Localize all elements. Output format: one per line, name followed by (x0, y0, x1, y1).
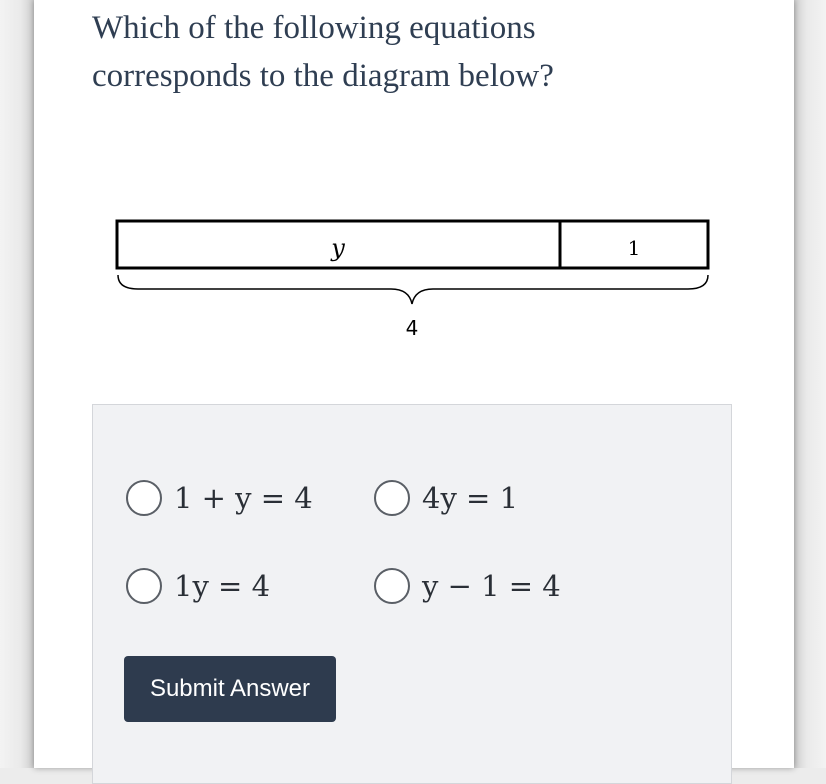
radio-button[interactable] (126, 480, 162, 516)
radio-button[interactable] (126, 568, 162, 604)
option-label: 1y = 4 (174, 569, 271, 603)
tape-diagram (34, 0, 794, 350)
radio-button[interactable] (374, 480, 410, 516)
option-label: y − 1 = 4 (422, 569, 561, 603)
option-1y-equals-4[interactable] (126, 568, 270, 604)
window-frame-right (794, 0, 826, 768)
tape-label-y: y (331, 234, 345, 262)
question-text: Which of the following equations corresponds to the diagram below? (92, 10, 554, 94)
radio-button[interactable] (374, 568, 410, 604)
answer-panel (92, 404, 732, 784)
question-card (34, 0, 794, 768)
total-label: 4 (405, 316, 419, 340)
submit-answer-button[interactable]: Submit Answer (124, 656, 336, 722)
option-1-plus-y-equals-4[interactable] (126, 480, 313, 516)
option-label: 4y = 1 (422, 481, 519, 515)
option-4y-equals-1[interactable] (374, 480, 518, 516)
option-label: 1 + y = 4 (174, 481, 313, 515)
window-frame-left (0, 0, 34, 768)
curly-brace (118, 275, 708, 304)
option-y-minus-1-equals-4[interactable] (374, 568, 561, 604)
tape-label-1: 1 (627, 236, 641, 260)
